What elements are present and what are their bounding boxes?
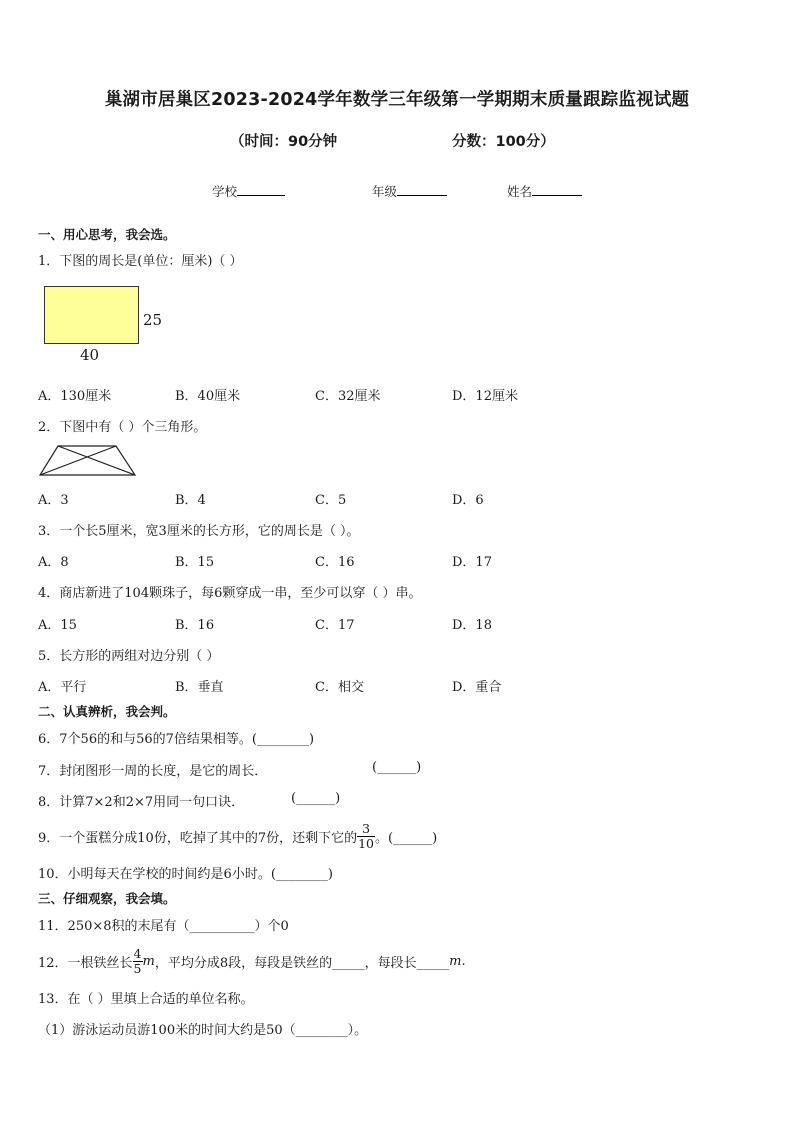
question-8: 8．计算7×2和2×7用同一句口诀． [38,795,245,810]
question-10: 10．小明每天在学校的时间约是6小时。(________) [38,867,333,882]
q1-option-b[interactable]: B．40厘米 [175,389,241,404]
section-heading-2: 二、认真辨析，我会判。 [38,704,176,719]
q12-fraction [133,947,143,976]
question-9 [38,816,437,856]
page-title: 巢湖市居巢区2023-2024学年数学三年级第一学期期末质量跟踪监视试题 [104,90,690,110]
q2-option-b[interactable]: B．4 [175,493,206,508]
question-7: 7．封闭图形一周的长度，是它的周长． [38,764,268,779]
q1-side-label: 25 [143,311,163,329]
q8-answer-blank[interactable]: (______) [291,791,341,806]
q9-fraction [357,822,375,851]
question-1: 1．下图的周长是(单位：厘米)（ ） [38,254,243,269]
q1-bottom-label: 40 [80,346,100,364]
question-11: 11．250×8积的末尾有（__________）个0 [38,919,289,934]
q9-numerator: 3 [357,822,375,837]
q12-numerator: 4 [133,945,142,961]
q5-option-a[interactable]: A．平行 [38,680,87,695]
question-3: 3．一个长5厘米，宽3厘米的长方形，它的周长是（ ）。 [38,524,360,539]
section-heading-3: 三、仔细观察，我会填。 [38,891,176,906]
q3-option-d[interactable]: D．17 [452,555,492,570]
question-2: 2．下图中有（ ）个三角形。 [38,420,207,435]
q2-diagonal-2 [40,446,116,475]
q7-answer-blank[interactable]: (______) [372,760,422,775]
question-6: 6．7个56的和与56的7倍结果相等。(________) [38,732,315,747]
q4-option-d[interactable]: D．18 [452,618,492,633]
name-field[interactable]: 姓名 [507,182,582,200]
q12-unit-2: m [449,953,462,969]
q2-option-c[interactable]: C．5 [315,493,347,508]
q1-option-a[interactable]: A．130厘米 [38,389,112,404]
q3-option-c[interactable]: C．16 [315,555,355,570]
question-13-1: （1）游泳运动员游100米的时间大约是50（________）。 [38,1023,368,1038]
q12-text: 12．一根铁丝长 [38,955,133,971]
q2-trapezoid-figure [38,444,138,478]
q3-option-a[interactable]: A．8 [38,555,69,570]
q12-middle: ，平均分成8段，每段是铁丝的_____，每段长_____ [154,955,450,971]
q4-option-c[interactable]: C．17 [315,618,355,633]
section-heading-1: 一、用心思考，我会选。 [38,227,176,242]
q1-rectangle [44,286,139,344]
q1-option-c[interactable]: C．32厘米 [315,389,381,404]
q2-option-a[interactable]: A．3 [38,493,69,508]
q12-unit: m [142,953,155,969]
q9-denominator: 10 [358,835,374,851]
q1-option-d[interactable]: D．12厘米 [452,389,518,404]
q5-option-c[interactable]: C．相交 [315,680,364,695]
school-field[interactable]: 学校 [212,182,285,200]
question-4: 4．商店新进了104颗珠子，每6颗穿成一串，至少可以穿（ ）串。 [38,586,422,601]
question-12 [38,942,466,980]
q4-option-a[interactable]: A．15 [38,618,77,633]
q2-diagonal-1 [58,446,135,475]
score-label: 分数：100分） [452,134,555,150]
q9-answer-blank[interactable]: 。(______) [375,830,438,846]
q12-denominator: 5 [133,960,142,976]
question-13: 13．在（ ）里填上合适的单位名称。 [38,992,254,1007]
q12-end: . [461,953,466,969]
time-label: （时间：90分钟 [230,134,338,150]
q5-option-d[interactable]: D．重合 [452,680,502,695]
q2-option-d[interactable]: D．6 [452,493,484,508]
grade-field[interactable]: 年级 [372,182,447,200]
question-5: 5．长方形的两组对边分别（ ） [38,649,220,664]
q4-option-b[interactable]: B．16 [175,618,215,633]
q3-option-b[interactable]: B．15 [175,555,215,570]
q2-trapezoid [40,446,135,475]
q9-text: 9．一个蛋糕分成10份，吃掉了其中的7份，还剩下它的 [38,830,358,846]
q5-option-b[interactable]: B．垂直 [175,680,224,695]
